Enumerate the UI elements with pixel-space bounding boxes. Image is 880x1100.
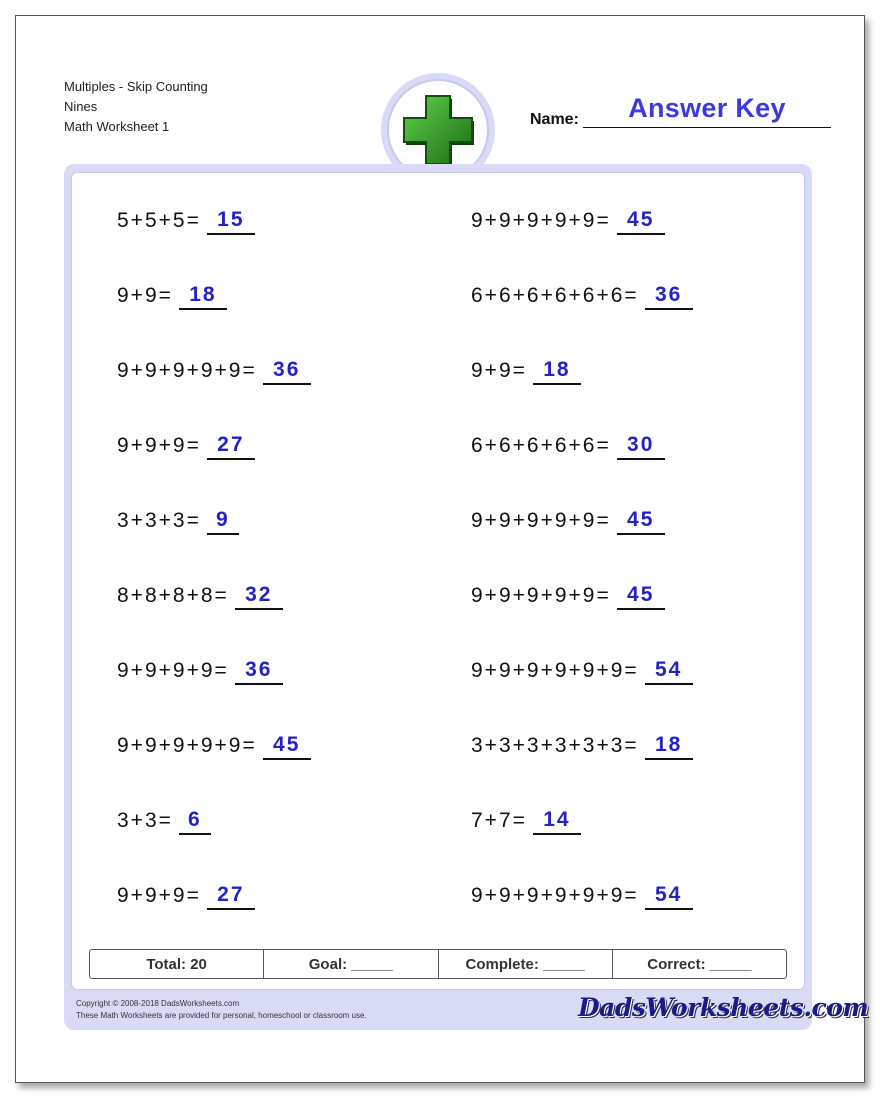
problem-expression: 9+9+9+9+9+9= bbox=[471, 659, 639, 682]
problem-expression: 9+9+9+9+9= bbox=[471, 209, 611, 232]
answer-blank[interactable]: 54 bbox=[645, 657, 693, 685]
problem-item bbox=[471, 432, 665, 460]
name-field[interactable] bbox=[583, 90, 831, 128]
name-label: Name: bbox=[530, 111, 579, 128]
problem-item bbox=[471, 207, 665, 235]
answer-blank[interactable]: 27 bbox=[207, 882, 255, 910]
problem-item bbox=[471, 882, 693, 910]
problem-expression: 6+6+6+6+6= bbox=[471, 434, 611, 457]
problem-expression: 5+5+5= bbox=[117, 209, 201, 232]
worksheet-number: Math Worksheet 1 bbox=[64, 119, 170, 134]
answer-blank[interactable]: 9 bbox=[207, 507, 239, 535]
problem-expression: 9+9+9= bbox=[117, 884, 201, 907]
answer-blank[interactable]: 36 bbox=[263, 357, 311, 385]
answer-blank[interactable]: 45 bbox=[263, 732, 311, 760]
answer-blank[interactable]: 45 bbox=[617, 507, 665, 535]
worksheet-header-info bbox=[64, 77, 208, 137]
answer-blank[interactable]: 6 bbox=[179, 807, 211, 835]
answer-blank[interactable]: 30 bbox=[617, 432, 665, 460]
problem-item bbox=[117, 882, 255, 910]
answer-blank[interactable]: 45 bbox=[617, 582, 665, 610]
answer-blank[interactable]: 14 bbox=[533, 807, 581, 835]
problem-item bbox=[471, 357, 581, 385]
brand-logo: DadsWorksheets.com bbox=[578, 993, 869, 1022]
answer-blank[interactable]: 36 bbox=[235, 657, 283, 685]
problem-expression: 9+9+9+9+9= bbox=[471, 584, 611, 607]
answer-blank[interactable]: 27 bbox=[207, 432, 255, 460]
problem-expression: 6+6+6+6+6+6= bbox=[471, 284, 639, 307]
problem-expression: 9+9= bbox=[117, 284, 173, 307]
answer-blank[interactable]: 18 bbox=[533, 357, 581, 385]
problem-expression: 8+8+8+8= bbox=[117, 584, 229, 607]
problem-item bbox=[117, 282, 227, 310]
problem-item bbox=[117, 357, 311, 385]
problem-item bbox=[471, 807, 581, 835]
total-cell: Total: 20 bbox=[90, 950, 264, 978]
answer-blank[interactable]: 18 bbox=[179, 282, 227, 310]
topic-title: Multiples - Skip Counting bbox=[64, 79, 208, 94]
problem-expression: 9+9= bbox=[471, 359, 527, 382]
copyright-text: Copyright © 2008-2018 DadsWorksheets.com bbox=[76, 999, 240, 1008]
usage-text: These Math Worksheets are provided for personal, homeschool or classroom use. bbox=[76, 1011, 367, 1020]
green-plus-icon bbox=[398, 90, 478, 170]
problem-item bbox=[117, 732, 311, 760]
answer-blank[interactable]: 36 bbox=[645, 282, 693, 310]
answer-blank[interactable]: 15 bbox=[207, 207, 255, 235]
topic-subtitle: Nines bbox=[64, 99, 98, 114]
problem-item bbox=[117, 657, 283, 685]
problem-item bbox=[471, 732, 693, 760]
answer-blank[interactable]: 54 bbox=[645, 882, 693, 910]
answer-blank[interactable]: 32 bbox=[235, 582, 283, 610]
problem-item bbox=[117, 507, 239, 535]
problem-item bbox=[471, 507, 665, 535]
answer-blank[interactable]: 45 bbox=[617, 207, 665, 235]
problem-expression: 9+9+9+9+9= bbox=[117, 359, 257, 382]
problem-expression: 9+9+9+9+9+9= bbox=[471, 884, 639, 907]
problem-item bbox=[117, 207, 255, 235]
goal-cell[interactable]: Goal: _____ bbox=[264, 950, 438, 978]
problem-item bbox=[471, 282, 693, 310]
problem-expression: 3+3+3+3+3+3= bbox=[471, 734, 639, 757]
problem-item bbox=[471, 582, 665, 610]
problem-item bbox=[117, 807, 211, 835]
problem-item bbox=[471, 657, 693, 685]
score-table bbox=[89, 949, 787, 979]
answer-key-text: Answer Key bbox=[628, 93, 786, 123]
problem-expression: 9+9+9= bbox=[117, 434, 201, 457]
problem-expression: 7+7= bbox=[471, 809, 527, 832]
footer-notes bbox=[76, 998, 367, 1022]
complete-cell[interactable]: Complete: _____ bbox=[439, 950, 613, 978]
problem-expression: 9+9+9+9= bbox=[117, 659, 229, 682]
problem-expression: 3+3= bbox=[117, 809, 173, 832]
problem-expression: 9+9+9+9+9= bbox=[117, 734, 257, 757]
answer-blank[interactable]: 18 bbox=[645, 732, 693, 760]
problem-item bbox=[117, 582, 283, 610]
correct-cell[interactable]: Correct: _____ bbox=[647, 956, 752, 973]
problem-expression: 9+9+9+9+9= bbox=[471, 509, 611, 532]
problem-item bbox=[117, 432, 255, 460]
problem-expression: 3+3+3= bbox=[117, 509, 201, 532]
